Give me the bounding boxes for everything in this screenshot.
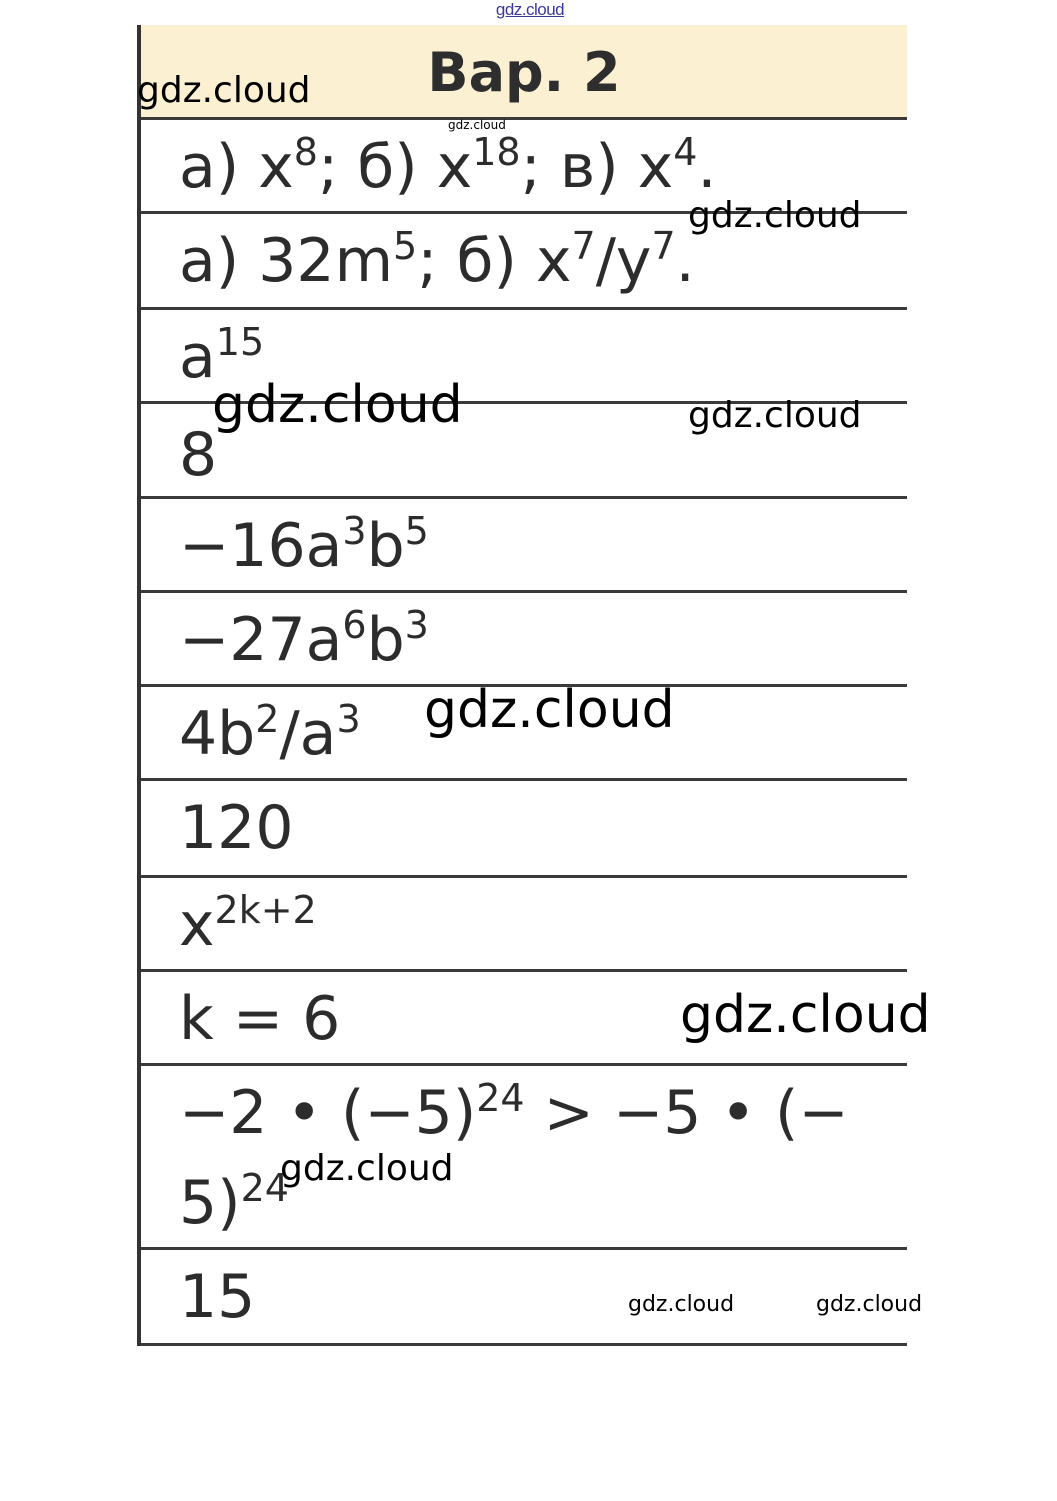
- formula-text: 5): [179, 1168, 241, 1238]
- answer-9: [179, 890, 317, 960]
- table-row: [141, 499, 907, 593]
- answer-10: [179, 984, 340, 1054]
- answer-11-line-1: [179, 1078, 849, 1148]
- exponent: 15: [215, 320, 265, 364]
- exponent: 24: [240, 1166, 289, 1210]
- formula-text: /y: [595, 226, 652, 296]
- watermark: gdz.cloud: [212, 375, 463, 435]
- answer-6: [179, 605, 429, 675]
- answer-5: [179, 511, 429, 581]
- formula-text: 4b: [179, 699, 256, 769]
- exponent: 5: [393, 224, 418, 268]
- table-row: [141, 1066, 907, 1250]
- site-link[interactable]: gdz.cloud: [495, 0, 565, 19]
- watermark: gdz.cloud: [680, 985, 931, 1045]
- formula-text: −2 • (−5): [179, 1078, 477, 1148]
- formula-text: x: [179, 890, 215, 960]
- watermark: gdz.cloud: [628, 1292, 735, 1317]
- answer-11-line-2: [179, 1168, 289, 1238]
- exponent: 3: [336, 697, 361, 741]
- formula-text: k = 6: [179, 984, 341, 1054]
- exponent: 3: [404, 603, 429, 647]
- formula-text: ; б) x: [417, 226, 572, 296]
- exponent: 2k+2: [214, 888, 317, 932]
- formula-text: b: [366, 605, 405, 675]
- formula-text: 120: [179, 793, 294, 863]
- exponent: 4: [673, 130, 698, 174]
- exponent: 6: [342, 603, 367, 647]
- answer-2: [179, 226, 695, 296]
- watermark: gdz.cloud: [448, 118, 506, 132]
- formula-text: −16a: [179, 511, 343, 581]
- formula-text: > −5 • (−: [524, 1078, 849, 1148]
- answer-8: [179, 793, 294, 863]
- exponent: 2: [255, 697, 280, 741]
- answer-12: [179, 1262, 255, 1332]
- watermark: gdz.cloud: [688, 395, 862, 436]
- formula-text: −27a: [179, 605, 343, 675]
- formula-text: /a: [279, 699, 337, 769]
- variant-title: Вар. 2: [427, 41, 621, 104]
- table-row: [141, 593, 907, 687]
- formula-text: .: [697, 132, 717, 202]
- formula-text: ; б) x: [317, 132, 473, 202]
- watermark: gdz.cloud: [688, 195, 862, 236]
- exponent: 3: [342, 509, 367, 553]
- formula-text: 15: [179, 1262, 256, 1332]
- formula-text: 8: [179, 420, 218, 490]
- exponent: 7: [571, 224, 596, 268]
- exponent: 24: [476, 1076, 525, 1120]
- watermark: gdz.cloud: [816, 1292, 923, 1317]
- exponent: 7: [651, 224, 676, 268]
- watermark: gdz.cloud: [424, 680, 675, 740]
- table-row: [141, 878, 907, 972]
- formula-text: а) x: [179, 132, 294, 202]
- watermark: gdz.cloud: [137, 70, 311, 111]
- formula-text: a: [179, 322, 216, 392]
- answer-1: [179, 132, 717, 202]
- exponent: 5: [404, 509, 429, 553]
- table-row: [141, 781, 907, 878]
- formula-text: b: [366, 511, 405, 581]
- formula-text: .: [675, 226, 695, 296]
- exponent: 8: [293, 130, 318, 174]
- watermark: gdz.cloud: [280, 1148, 454, 1189]
- formula-text: ; в) x: [520, 132, 674, 202]
- table-row: [141, 1250, 907, 1346]
- exponent: 18: [472, 130, 521, 174]
- formula-text: а) 32m: [179, 226, 394, 296]
- answer-7: [179, 699, 361, 769]
